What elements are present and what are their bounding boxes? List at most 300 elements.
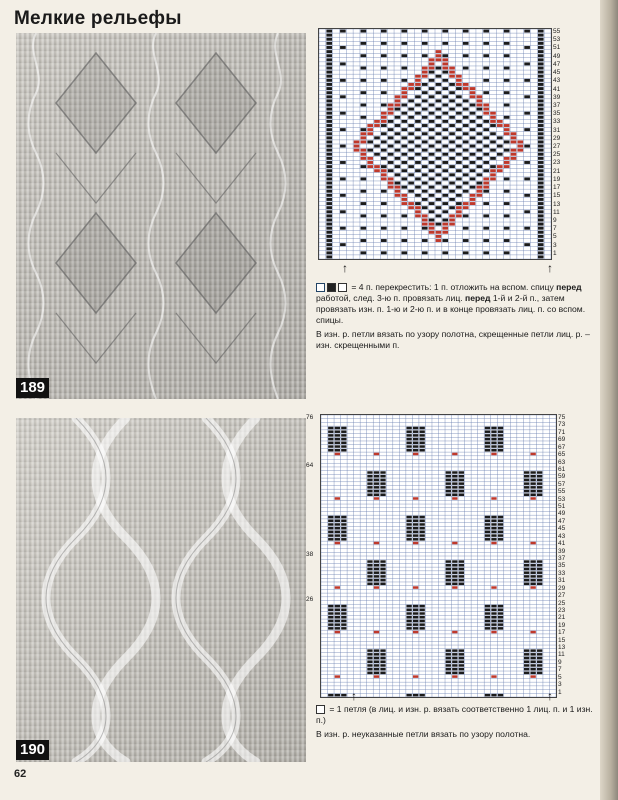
chart-cell <box>530 660 535 663</box>
chart-cell <box>395 182 401 185</box>
chart-cell <box>459 579 464 582</box>
chart-cell <box>538 149 544 152</box>
chart-cell <box>381 54 387 57</box>
chart-cell <box>420 627 425 630</box>
chart-cell <box>537 660 542 663</box>
chart-cell <box>459 668 464 671</box>
chart-cell <box>328 427 333 430</box>
chart-cell <box>374 479 379 482</box>
chart-cell <box>483 182 489 185</box>
chart-cell <box>442 169 448 172</box>
chart-cell <box>328 609 333 612</box>
chart-cell <box>538 210 544 213</box>
chart-cell <box>485 430 490 433</box>
chart-cell <box>367 653 372 656</box>
row-number: 33 <box>553 118 561 126</box>
chart-cell <box>530 542 535 545</box>
chart-cell <box>517 140 523 143</box>
chart-cell <box>361 177 367 180</box>
chart-cell <box>483 136 489 139</box>
chart-cell <box>335 427 340 430</box>
chart-cell <box>483 251 489 254</box>
chart-cell <box>436 67 442 70</box>
chart-cell <box>361 132 367 135</box>
chart-cell <box>538 231 544 234</box>
chart-cell <box>470 202 476 205</box>
chart-cell <box>524 583 529 586</box>
row-number: 7 <box>558 666 562 674</box>
chart-cell <box>381 251 387 254</box>
chart-cell <box>537 571 542 574</box>
chart-cell <box>446 657 451 660</box>
chart-cell <box>459 571 464 574</box>
chart-cell <box>401 54 407 57</box>
chart-cell <box>498 605 503 608</box>
chart-cell <box>456 210 462 213</box>
chart-cell <box>446 482 451 485</box>
row-number: 19 <box>558 621 566 629</box>
chart-cell <box>490 169 496 172</box>
chart-cell <box>341 620 346 623</box>
chart-cell <box>326 38 332 41</box>
legend-note: В изн. р. неуказанные петли вязать по узору полотна. <box>316 729 531 739</box>
chart-cell <box>436 50 442 53</box>
chart-cell <box>442 62 448 65</box>
chart-cell <box>381 214 387 217</box>
chart-cell <box>498 427 503 430</box>
chart-cell <box>354 140 360 143</box>
chart-cell <box>449 140 455 143</box>
chart-cell <box>442 136 448 139</box>
row-number: 49 <box>553 52 561 60</box>
chart-cell <box>537 668 542 671</box>
legend-symbol-row <box>316 704 598 726</box>
chart-cell <box>538 75 544 78</box>
chart-cell <box>498 523 503 526</box>
chart-cell <box>335 527 340 530</box>
chart-cell <box>524 112 530 115</box>
chart-cell <box>483 145 489 148</box>
chart-cell <box>341 534 346 537</box>
chart-cell <box>470 120 476 123</box>
chart-cell <box>422 219 428 222</box>
chart-cell <box>388 108 394 111</box>
chart-cell <box>470 194 476 197</box>
chart-cell <box>498 616 503 619</box>
chart-cell <box>463 30 469 33</box>
chart-cell <box>367 140 373 143</box>
chart-cell <box>436 206 442 209</box>
chart-cell <box>381 30 387 33</box>
chart-cell <box>456 104 462 107</box>
chart-cell <box>395 99 401 102</box>
row-number: 63 <box>558 458 566 466</box>
chart-cell <box>452 564 457 567</box>
chart-cell <box>335 631 340 634</box>
chart-cell <box>361 190 367 193</box>
chart-cell <box>374 475 379 478</box>
chart-cell <box>395 149 401 152</box>
chart-cell <box>429 227 435 230</box>
chart-cell <box>456 145 462 148</box>
row-number: 19 <box>553 175 561 183</box>
chart-cell <box>524 210 530 213</box>
chart-cell <box>456 214 462 217</box>
chart-cell <box>491 623 496 626</box>
chart-cell <box>446 471 451 474</box>
chart-cell <box>381 67 387 70</box>
chart-cell <box>326 231 332 234</box>
chart-cell <box>491 631 496 634</box>
chart-cell <box>442 104 448 107</box>
chart-cell <box>485 519 490 522</box>
chart-cell <box>406 538 411 541</box>
chart-cell <box>381 140 387 143</box>
chart-cell <box>538 190 544 193</box>
chart-cell <box>328 516 333 519</box>
chart-cell <box>436 198 442 201</box>
chart-cell <box>538 219 544 222</box>
chart-cell <box>491 538 496 541</box>
chart-cell <box>401 136 407 139</box>
chart-cell <box>335 438 340 441</box>
chart-cell <box>470 145 476 148</box>
chart-cell <box>361 165 367 168</box>
chart-cell <box>413 605 418 608</box>
chart-cell <box>401 120 407 123</box>
chart-cell <box>341 605 346 608</box>
chart-cell <box>388 177 394 180</box>
chart-cell <box>413 438 418 441</box>
chart-cell <box>429 120 435 123</box>
chart-cell <box>463 124 469 127</box>
chart-cell <box>538 239 544 242</box>
chart-cell <box>429 58 435 61</box>
chart-cell <box>374 542 379 545</box>
chart-cell <box>401 128 407 131</box>
chart-cell <box>491 442 496 445</box>
chart-cell <box>326 104 332 107</box>
chart-cell <box>335 675 340 678</box>
chart-cell <box>406 620 411 623</box>
chart-cell <box>422 214 428 217</box>
chart-cell <box>420 516 425 519</box>
chart-cell <box>380 560 385 563</box>
chart-cell <box>446 475 451 478</box>
chart-cell <box>395 132 401 135</box>
chart-cell <box>456 120 462 123</box>
row-numbers-189 <box>553 28 567 258</box>
chart-cell <box>413 620 418 623</box>
chart-cell <box>374 486 379 489</box>
chart-cell <box>413 445 418 448</box>
chart-cell <box>341 609 346 612</box>
chart-cell <box>335 605 340 608</box>
chart-cell <box>538 235 544 238</box>
page-title: Мелкие рельефы <box>14 8 182 29</box>
chart-cell <box>504 214 510 217</box>
chart-cell <box>415 136 421 139</box>
chart-cell <box>381 116 387 119</box>
chart-cell <box>538 227 544 230</box>
chart-cell <box>504 54 510 57</box>
chart-cell <box>328 527 333 530</box>
chart-cell <box>452 490 457 493</box>
chart-cell <box>415 112 421 115</box>
chart-cell <box>538 206 544 209</box>
chart-cell <box>420 694 425 697</box>
chart-cell <box>326 30 332 33</box>
chart-cell <box>530 471 535 474</box>
chart-cell <box>415 120 421 123</box>
chart-cell <box>335 516 340 519</box>
chart-cell <box>395 186 401 189</box>
chart-cell <box>326 136 332 139</box>
chart-cell <box>524 494 529 497</box>
chart-cell <box>442 210 448 213</box>
chart-cell <box>401 214 407 217</box>
row-number: 23 <box>558 606 566 614</box>
chart-cell <box>491 616 496 619</box>
chart-cell <box>459 471 464 474</box>
chart-cell <box>361 30 367 33</box>
chart-cell <box>497 120 503 123</box>
row-number: 75 <box>558 414 566 421</box>
chart-cell <box>420 519 425 522</box>
chart-cell <box>436 54 442 57</box>
chart-cell <box>490 132 496 135</box>
chart-cell <box>381 132 387 135</box>
chart-cell <box>401 91 407 94</box>
chart-cell <box>538 255 544 258</box>
chart-cell <box>524 668 529 671</box>
chart-cell <box>374 675 379 678</box>
chart-cell <box>442 161 448 164</box>
chart-cell <box>406 616 411 619</box>
chart-cell <box>429 219 435 222</box>
chart-cell <box>459 475 464 478</box>
page-number: 62 <box>14 768 27 780</box>
chart-cell <box>429 231 435 234</box>
chart-cell <box>422 132 428 135</box>
chart-cell <box>490 177 496 180</box>
chart-cell <box>374 672 379 675</box>
chart-cell <box>456 169 462 172</box>
chart-cell <box>524 243 530 246</box>
chart-cell <box>538 198 544 201</box>
chart-cell <box>326 140 332 143</box>
chart-cell <box>442 219 448 222</box>
chart-cell <box>530 649 535 652</box>
row-number: 23 <box>553 159 561 167</box>
chart-cell <box>452 542 457 545</box>
row-number: 1 <box>558 688 562 696</box>
chart-cell <box>429 62 435 65</box>
chart-cell <box>326 83 332 86</box>
chart-cell <box>408 108 414 111</box>
chart-cell <box>491 534 496 537</box>
chart-cell <box>326 91 332 94</box>
chart-cell <box>395 104 401 107</box>
chart-cell <box>340 30 346 33</box>
chart-cell <box>335 586 340 589</box>
chart-cell <box>406 516 411 519</box>
chart-cell <box>537 583 542 586</box>
row-number: 17 <box>553 184 561 192</box>
chart-cell <box>537 560 542 563</box>
chart-cell <box>497 153 503 156</box>
chart-cell <box>452 560 457 563</box>
chart-cell <box>524 664 529 667</box>
chart-cell <box>326 219 332 222</box>
chart-cell <box>538 223 544 226</box>
chart-cell <box>374 664 379 667</box>
chart-cell <box>381 91 387 94</box>
chart-cell <box>381 165 387 168</box>
chart-cell <box>328 612 333 615</box>
chart-cell <box>538 91 544 94</box>
chart-cell <box>477 104 483 107</box>
row-number: 49 <box>558 510 566 518</box>
chart-cell <box>341 434 346 437</box>
row-number: 35 <box>553 110 561 118</box>
chart-cell <box>340 210 346 213</box>
chart-cell <box>326 190 332 193</box>
chart-cell <box>326 169 332 172</box>
chart-cell <box>463 206 469 209</box>
chart-cell <box>436 75 442 78</box>
chart-cell <box>498 531 503 534</box>
chart-cell <box>401 177 407 180</box>
chart-cell <box>326 75 332 78</box>
chart-cell <box>415 79 421 82</box>
chart-cell <box>326 87 332 90</box>
chart-cell <box>361 239 367 242</box>
chart-cell <box>483 30 489 33</box>
chart-cell <box>442 58 448 61</box>
chart-cell <box>361 128 367 131</box>
chart-cell <box>415 128 421 131</box>
chart-cell <box>367 482 372 485</box>
chart-cell <box>408 149 414 152</box>
chart-cell <box>335 531 340 534</box>
chart-cell <box>326 34 332 37</box>
chart-cell <box>470 177 476 180</box>
row-number: 31 <box>553 126 561 134</box>
chart-cell <box>538 116 544 119</box>
chart-cell <box>422 83 428 86</box>
chart-cell <box>537 664 542 667</box>
chart-cell <box>504 227 510 230</box>
chart-cell <box>497 124 503 127</box>
chart-cell <box>483 177 489 180</box>
chart-cell <box>456 75 462 78</box>
chart-cell <box>538 34 544 37</box>
chart-cell <box>504 251 510 254</box>
chart-cell <box>380 668 385 671</box>
chart-cell <box>538 108 544 111</box>
chart-cell <box>361 67 367 70</box>
chart-cell <box>524 471 529 474</box>
chart-cell <box>504 42 510 45</box>
chart-cell <box>538 165 544 168</box>
chart-cell <box>415 214 421 217</box>
chart-cell <box>504 190 510 193</box>
chart-cell <box>477 165 483 168</box>
chart-cell <box>381 124 387 127</box>
chart-cell <box>538 182 544 185</box>
chart-cell <box>413 442 418 445</box>
chart-cell <box>408 116 414 119</box>
chart-cell <box>463 42 469 45</box>
chart-cell <box>326 62 332 65</box>
chart-cell <box>477 95 483 98</box>
row-number: 37 <box>553 101 561 109</box>
chart-cell <box>326 157 332 160</box>
chart-cell <box>326 99 332 102</box>
chart-cell <box>413 534 418 537</box>
chart-cell <box>537 479 542 482</box>
chart-cell <box>374 145 380 148</box>
chart-cell <box>537 657 542 660</box>
chart-cell <box>406 445 411 448</box>
chart-cell <box>326 235 332 238</box>
chart-cell <box>422 182 428 185</box>
chart-cell <box>361 227 367 230</box>
chart-cell <box>485 523 490 526</box>
chart-cell <box>341 519 346 522</box>
chart-cell <box>422 75 428 78</box>
chart-cell <box>524 145 530 148</box>
chart-cell <box>422 99 428 102</box>
chart-cell <box>504 128 510 131</box>
chart-cell <box>401 239 407 242</box>
chart-cell <box>340 128 346 131</box>
chart-cell <box>326 177 332 180</box>
row-number: 9 <box>558 658 562 666</box>
chart-cell <box>388 145 394 148</box>
chart-cell <box>408 140 414 143</box>
chart-cell <box>491 523 496 526</box>
chart-cell <box>436 235 442 238</box>
chart-cell <box>456 177 462 180</box>
chart-cell <box>537 475 542 478</box>
chart-cell <box>483 104 489 107</box>
chart-cell <box>537 568 542 571</box>
chart-cell <box>530 482 535 485</box>
chart-cell <box>470 112 476 115</box>
chart-cell <box>538 169 544 172</box>
chart-cell <box>326 149 332 152</box>
chart-cell <box>326 50 332 53</box>
chart-cell <box>530 586 535 589</box>
chart-cell <box>490 120 496 123</box>
chart-cell <box>367 660 372 663</box>
chart-cell <box>485 434 490 437</box>
chart-cell <box>429 79 435 82</box>
chart-cell <box>537 494 542 497</box>
chart-cell <box>491 675 496 678</box>
chart-cell <box>524 479 529 482</box>
chart-cell <box>326 95 332 98</box>
chart-cell <box>335 612 340 615</box>
row-number: 3 <box>553 241 557 249</box>
chart-cell <box>538 177 544 180</box>
chart-cell <box>491 605 496 608</box>
chart-cell <box>459 479 464 482</box>
chart-cell <box>446 571 451 574</box>
chart-cell <box>504 79 510 82</box>
